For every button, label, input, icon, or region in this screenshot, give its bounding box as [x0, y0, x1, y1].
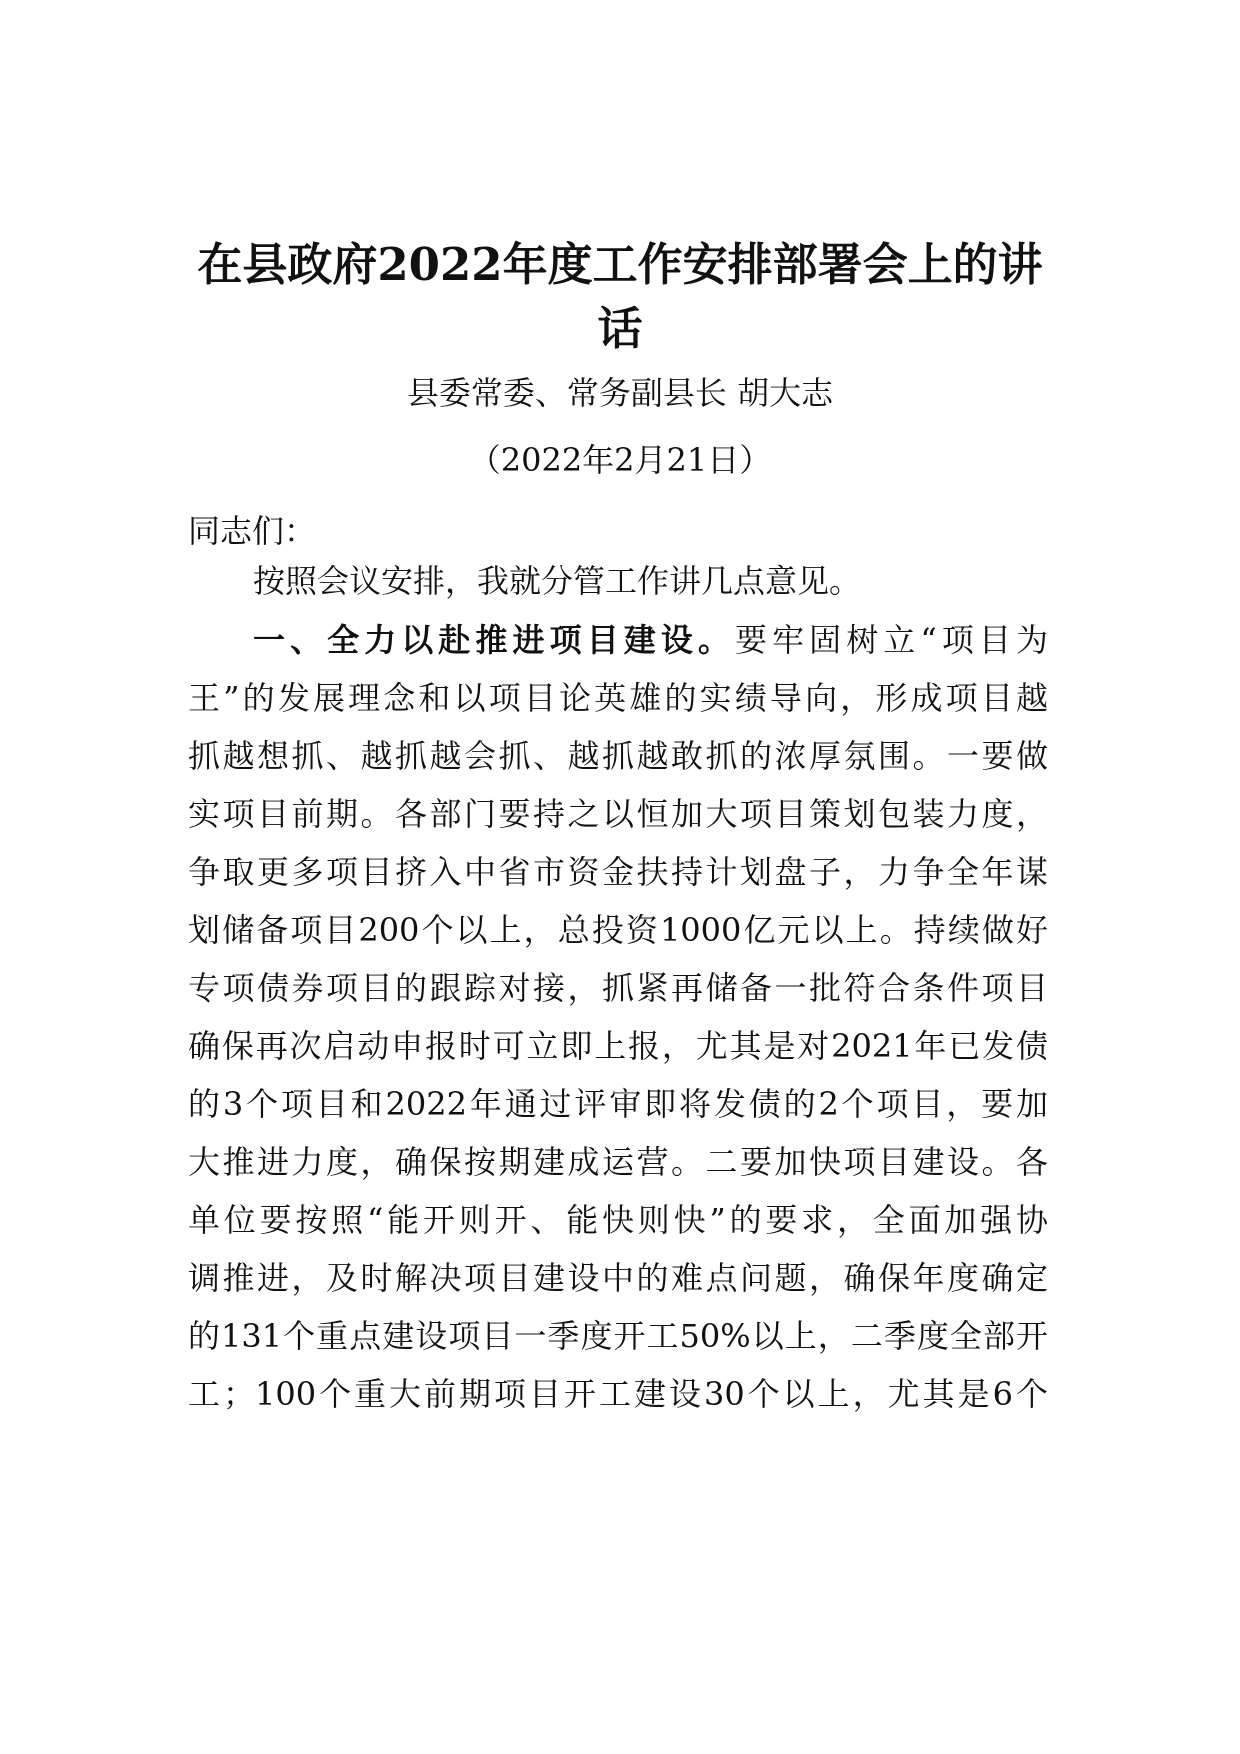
body-line: 争取更多项目挤入中省市资金扶持计划盘子，力争全年谋	[188, 853, 1048, 891]
body-line: 实项目前期。各部门要持之以恒加大项目策划包装力度，	[188, 795, 1048, 833]
date-line: （2022年2月21日）	[468, 441, 772, 479]
author-line: 县委常委、常务副县长 胡大志	[406, 374, 834, 412]
body-line: 确保再次启动申报时可立即上报，尤其是对2021年已发债	[188, 1027, 1048, 1065]
body-line: 的131个重点建设项目一季度开工50%以上，二季度全部开	[188, 1317, 1048, 1355]
body-line: 抓越想抓、越抓越会抓、越抓越敢抓的浓厚氛围。一要做	[188, 737, 1048, 775]
body-line: 专项债券项目的跟踪对接，抓紧再储备一批符合条件项目	[188, 969, 1048, 1007]
body-line: 单位要按照“能开则开、能快则快”的要求，全面加强协	[188, 1201, 1048, 1239]
body-line: 的3个项目和2022年通过评审即将发债的2个项目，要加	[188, 1085, 1048, 1123]
document-title-line-2: 话	[597, 302, 643, 355]
intro-paragraph: 按照会议安排，我就分管工作讲几点意见。	[253, 562, 862, 600]
body-line: 王”的发展理念和以项目论英雄的实绩导向，形成项目越	[188, 679, 1048, 717]
body-line: 大推进力度，确保按期建成运营。二要加快项目建设。各	[188, 1143, 1048, 1181]
section-1-first-line	[253, 617, 1048, 663]
salutation: 同志们：	[188, 512, 317, 550]
document-title-line-1: 在县政府2022年度工作安排部署会上的讲	[197, 238, 1043, 291]
body-line: 工；100个重大前期项目开工建设30个以上，尤其是6个	[188, 1375, 1048, 1413]
section-1-text: 要牢固树立“项目为	[735, 621, 1048, 659]
section-1-heading: 一、全力以赴推进项目建设。	[253, 621, 735, 659]
body-line: 调推进，及时解决项目建设中的难点问题，确保年度确定	[188, 1259, 1048, 1297]
body-line: 划储备项目200个以上，总投资1000亿元以上。持续做好	[188, 911, 1048, 949]
